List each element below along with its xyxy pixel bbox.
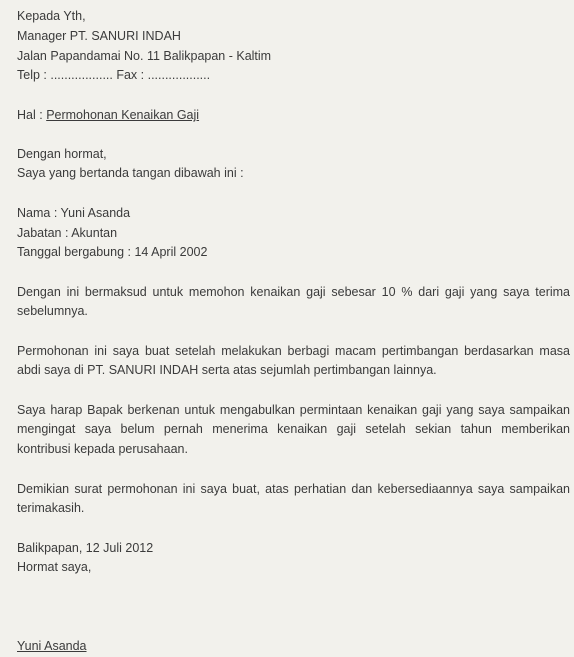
subject-value: Permohonan Kenaikan Gaji: [46, 108, 200, 122]
intro-text: Saya yang bertanda tangan dibawah ini :: [17, 166, 244, 180]
paragraph-3-line-2: mengingat saya belum pernah menerima kenaikan gaji setelah sekian tahun memberikan: [17, 422, 570, 436]
paragraph-1-line-1: Dengan ini bermaksud untuk memohon kenaikan gaji sebesar 10 % dari gaji yang saya terima: [17, 285, 570, 299]
subject-line: [17, 106, 199, 124]
applicant-join-date: Tanggal bergabung : 14 April 2002: [17, 245, 208, 259]
regards: Hormat saya,: [17, 560, 92, 574]
signature-name: Yuni Asanda: [17, 639, 87, 653]
recipient-address: Jalan Papandamai No. 11 Balikpapan - Kaltim: [17, 49, 272, 63]
paragraph-3-line-3: kontribusi kepada perusahaan.: [17, 442, 188, 456]
paragraph-3-line-1: Saya harap Bapak berkenan untuk mengabulkan permintaan kenaikan gaji yang saya sampaikan: [17, 403, 570, 417]
recipient-contact: Telp : .................. Fax : ..................: [17, 68, 211, 82]
paragraph-2-line-2: abdi saya di PT. SANURI INDAH serta atas sejumlah pertimbangan lainnya.: [17, 363, 437, 377]
place-date: Balikpapan, 12 Juli 2012: [17, 541, 154, 555]
paragraph-4-line-2: terimakasih.: [17, 501, 85, 515]
recipient-name: Manager PT. SANURI INDAH: [17, 29, 181, 43]
paragraph-1-line-2: sebelumnya.: [17, 304, 88, 318]
paragraph-2-line-1: Permohonan ini saya buat setelah melakukan berbagi macam pertimbangan berdasarkan masa: [17, 344, 570, 358]
subject-label: Hal :: [17, 108, 47, 122]
applicant-position: Jabatan : Akuntan: [17, 226, 118, 240]
applicant-name: Nama : Yuni Asanda: [17, 206, 131, 220]
greeting: Dengan hormat,: [17, 147, 107, 161]
recipient-salutation: Kepada Yth,: [17, 9, 86, 23]
paragraph-4-line-1: Demikian surat permohonan ini saya buat, atas perhatian dan kebersediaannya saya sampaikan: [17, 482, 570, 496]
